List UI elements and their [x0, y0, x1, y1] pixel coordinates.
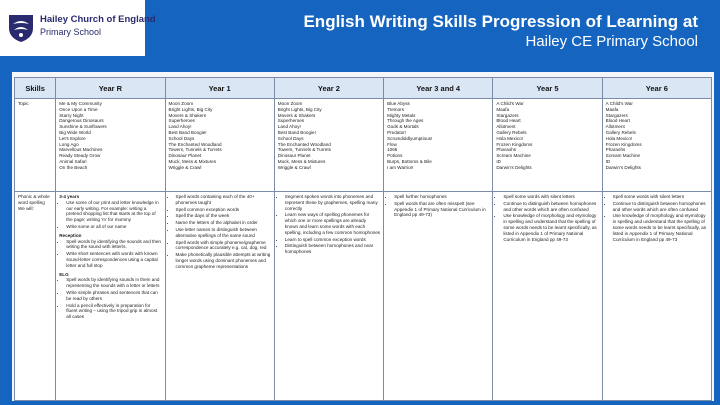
- list-item: Big Wide World: [59, 129, 91, 135]
- bullet-list: [387, 194, 489, 218]
- bullet-list: [606, 194, 708, 242]
- content-panel: [0, 56, 720, 405]
- topic-cell-year-6: [602, 99, 711, 192]
- list-item: Me & My Community: [59, 101, 102, 106]
- list-item: Land Ahoy!: [168, 124, 192, 130]
- list-item: Superheroes: [277, 118, 305, 124]
- bullet-item: • Use knowledge of morphology and etymology in spelling and understand that the spelling of some words needs to be learnt specifically, as listed in Appendix 1 of Primary National Curriculum in England pp 49-73: [503, 213, 598, 242]
- list-item: Hola Mexico!: [496, 135, 523, 141]
- table-header-row: [15, 78, 712, 99]
- list-item: Let's Explore: [59, 135, 86, 141]
- bullet-list: [496, 194, 598, 242]
- phonics-label-line2: word spelling: [18, 199, 45, 205]
- bullet-list: [278, 194, 380, 255]
- list-item: Wriggle & Crawl: [277, 164, 311, 170]
- phonics-cell-year-3-4: [384, 192, 493, 401]
- phonics-cell-year-2: [274, 192, 383, 401]
- phonics-cell-year-r: [56, 192, 165, 401]
- list-item: Darwin's Delights: [605, 164, 641, 170]
- list-item: Pharaohs: [605, 147, 626, 153]
- phonics-cell-year-5: [493, 192, 602, 401]
- subheading-3-4-years: 3-4 years: [59, 194, 80, 199]
- list-item: A Child's War: [605, 101, 633, 106]
- topic-cell-year-2: [274, 99, 383, 192]
- bullet-item: • Spell some words with silent letters: [613, 194, 708, 200]
- list-item: Tremors: [387, 106, 405, 112]
- bullet-list: [59, 239, 161, 269]
- header-year-2: Year 2: [274, 78, 383, 99]
- list-item: Movers & Shakers: [277, 112, 316, 118]
- header-year-6: Year 6: [602, 78, 711, 99]
- list-item: Scream Machine: [605, 153, 641, 159]
- header-skills: Skills: [15, 78, 56, 99]
- list-item: Pharaohs: [496, 147, 517, 153]
- logo-text-line1: Hailey Church of England: [40, 14, 156, 25]
- list-item: Allotment: [605, 124, 625, 130]
- list-item: 1066: [387, 147, 398, 153]
- list-item: Towers, Tunnels & Turrets: [277, 147, 331, 153]
- list-item: Wriggle & Crawl: [168, 164, 202, 170]
- list-item: Through the Ages: [387, 118, 424, 124]
- topic-label-cell: [15, 99, 56, 192]
- bullet-item: • Hold a pencil effectively in preparation for fluent writing – using the tripod grip in almost all cases: [66, 303, 161, 320]
- subheading-elg: ELG: [59, 271, 69, 277]
- list-item: Gallery Rebels: [496, 129, 527, 135]
- list-item: Burps, Bottoms & Bile: [387, 158, 432, 164]
- list-item: Blood Heart: [605, 118, 630, 124]
- list-item: Stargazers: [605, 112, 628, 118]
- bullet-list: [59, 200, 161, 230]
- list-item: Scream Machine: [496, 153, 531, 159]
- list-item: Bright Lights, Big City: [168, 106, 213, 112]
- table-row-phonics: [15, 192, 712, 401]
- list-item: School Days: [277, 135, 304, 141]
- list-item: Dinosaur Planet: [277, 153, 311, 159]
- list-item: School Days: [168, 135, 195, 141]
- logo-text-line2: Primary School: [40, 27, 102, 37]
- bullet-item: • Make phonetically plausible attempts at writing longer words using dominant phonemes and common grapheme representations: [176, 252, 271, 269]
- bullet-item: • Continue to distinguish between homophones and other words which are often confused: [613, 201, 708, 213]
- list-item: Best Band Boogie!: [277, 129, 316, 135]
- list-item: Maafa: [496, 106, 510, 112]
- list-item: Stargazers: [496, 112, 519, 118]
- list-item: Predator!: [387, 129, 406, 135]
- bullet-item: • Learn new ways of spelling phonemes for which one or more spellings are already known and learn some words with each spelling, including a few common homophones: [285, 212, 380, 235]
- bullet-item: • Segment spoken words into phonemes and represent these by graphemes, spelling many correctly: [285, 194, 380, 211]
- list-item: Scrumdiddlyumptious!: [387, 135, 433, 141]
- list-item: Moon Zoom: [168, 101, 194, 106]
- phonics-label-cell: [15, 192, 56, 401]
- bullet-item: • Learn to spell common exception words: [285, 237, 380, 243]
- list-item: Maafa: [605, 106, 619, 112]
- list-item: Ready Steady Grow: [59, 153, 101, 159]
- bullet-item: • Distinguish between homophones and near homophones: [285, 243, 380, 255]
- bullet-item: • Name the letters of the alphabet in order: [176, 220, 271, 226]
- bullet-item: • Use knowledge of morphology and etymology in spelling and understand that the spelling of some words needs to be learnt specifically, as listed in Appendix 1 of Primary National Curriculum in England pp 49-73: [613, 213, 708, 242]
- bullet-item: • Spell words containing each of the 40+ phonemes taught: [176, 194, 271, 206]
- list-item: Dinosaur Planet: [168, 153, 202, 159]
- page-subtitle: Hailey CE Primary School: [525, 33, 698, 50]
- topic-cell-year-r: [56, 99, 165, 192]
- list-item: The Enchanted Woodland: [277, 141, 331, 147]
- table-row-topic: [15, 99, 712, 192]
- list-item: Hola Mexico!: [605, 135, 633, 141]
- list-item: Marvellous Machines: [59, 147, 103, 153]
- topic-cell-year-5: [493, 99, 602, 192]
- header-year-5: Year 5: [493, 78, 602, 99]
- list-item: Blue Abyss: [387, 101, 410, 106]
- school-crest-icon: [6, 12, 36, 44]
- subheading-reception: Reception: [59, 232, 82, 238]
- list-item: Once Upon a Time: [59, 106, 98, 112]
- list-item: Animal Safari: [59, 158, 87, 164]
- bullet-item: • Write some or all of our name: [66, 224, 161, 230]
- phonics-label-line1: Phonic & whole: [18, 194, 50, 199]
- bullet-item: • Spell common exception words: [176, 207, 271, 213]
- list-item: The Enchanted Woodland: [168, 141, 222, 147]
- phonics-label-line3: We will:: [18, 205, 34, 211]
- list-item: Land Ahoy!: [277, 124, 301, 130]
- page-title: English Writing Skills Progression of Learning at: [303, 12, 698, 31]
- list-item: Sunshine & Sunflowers: [59, 124, 107, 130]
- bullet-item: • Write short sentences with words with known sound-letter correspondences using a capital letter and full stop: [66, 251, 161, 268]
- list-item: Darwin's Delights: [496, 164, 532, 170]
- header-year-r: Year R: [56, 78, 165, 99]
- header-year-1: Year 1: [165, 78, 274, 99]
- list-item: Superheroes: [168, 118, 195, 124]
- bullet-item: • Spell words by identifying sounds in them and representing the sounds with a letter or letters: [66, 277, 161, 289]
- list-item: Muck, Mess & Mixtures: [168, 158, 216, 164]
- bullet-list: [59, 277, 161, 320]
- list-item: Moon Zoom: [277, 101, 303, 106]
- phonics-cell-year-6: [602, 192, 711, 401]
- list-item: Flow: [387, 141, 397, 147]
- list-item: ID: [605, 158, 611, 164]
- list-item: Frozen Kingdoms: [605, 141, 642, 147]
- list-item: ID: [496, 158, 501, 164]
- school-logo: [0, 0, 156, 56]
- phonics-cell-year-1: [165, 192, 274, 401]
- bullet-list: [169, 194, 271, 270]
- list-item: Allotment: [496, 124, 516, 130]
- list-item: Mighty Metals: [387, 112, 416, 118]
- list-item: Starry Night: [59, 112, 84, 118]
- list-item: I am Warrior!: [387, 164, 414, 170]
- bullet-item: • Spell words by identifying the sounds and then writing the sound with letter/s.: [66, 239, 161, 251]
- bullet-item: • Spell words with simple phoneme/grapheme correspondence accurately e.g. cat, dog, red: [176, 240, 271, 252]
- topic-cell-year-1: [165, 99, 274, 192]
- list-item: Movers & Shakers: [168, 112, 207, 118]
- list-item: Gods & Mortals: [387, 124, 419, 130]
- topic-cell-year-3-4: [384, 99, 493, 192]
- list-item: Best Band Boogie!: [168, 129, 207, 135]
- bullet-item: • Use some of our print and letter knowledge in our early writing. For example: writing a pretend shopping list that starts at the top of the page; writing 'm' for mummy: [66, 200, 161, 223]
- list-item: Muck, Mess & Mixtures: [277, 158, 326, 164]
- header-year-3-4: Year 3 and 4: [384, 78, 493, 99]
- bullet-item: • Continue to distinguish between homophones and other words which are often confused: [503, 201, 598, 213]
- bullet-item: • Spell further homophones: [394, 194, 489, 200]
- topic-label: Topic: [18, 101, 29, 106]
- list-item: A Child's War: [496, 101, 524, 106]
- bullet-item: • Write simple phrases and sentences that can be read by others: [66, 290, 161, 302]
- list-item: Long Ago: [59, 141, 79, 147]
- list-item: Frozen Kingdoms: [496, 141, 533, 147]
- list-item: Potions: [387, 153, 403, 159]
- bullet-item: • Spell the days of the week: [176, 213, 271, 219]
- list-item: Towers, Tunnels & Turrets: [168, 147, 222, 153]
- list-item: On the Beach: [59, 164, 88, 170]
- bullet-item: • Spell some words with silent letters: [503, 194, 598, 200]
- list-item: Dangerous Dinosaurs: [59, 118, 104, 124]
- bullet-item: • Use letter names to distinguish between alternative spellings of the same sound: [176, 227, 271, 239]
- list-item: Blood Heart: [496, 118, 521, 124]
- list-item: Gallery Rebels: [605, 129, 636, 135]
- progression-table: [14, 77, 712, 401]
- header-banner: [0, 0, 720, 56]
- list-item: Bright Lights, Big City: [277, 106, 322, 112]
- bullet-item: • Spell words that are often misspelt (see Appendix 1 of Primary National Curriculum in England pp 49-73): [394, 201, 489, 218]
